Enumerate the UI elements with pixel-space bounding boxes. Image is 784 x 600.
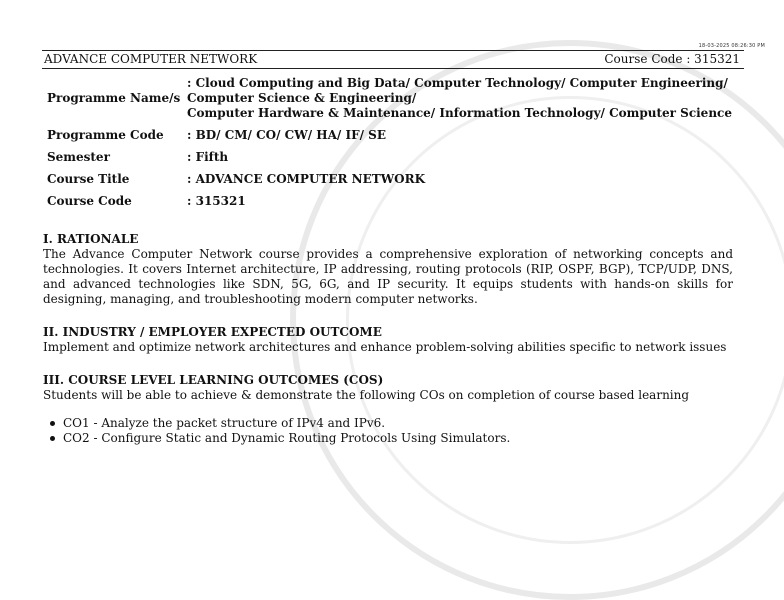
- course-title-value: : ADVANCE COMPUTER NETWORK: [187, 172, 426, 186]
- co-text: CO1 - Analyze the packet structure of IPv4 and IPv6.: [63, 416, 386, 430]
- header-title: ADVANCE COMPUTER NETWORK: [44, 52, 258, 66]
- cos-list: [50, 416, 510, 446]
- cos-body: Students will be able to achieve & demonstrate the following COs on completion of course based learning: [43, 388, 690, 402]
- programme-code-row: [47, 128, 732, 143]
- page-header: [44, 52, 740, 68]
- programme-name-row: [47, 76, 732, 121]
- programme-code-value: : BD/ CM/ CO/ CW/ HA/ IF/ SE: [187, 128, 386, 142]
- bullet-icon: [50, 436, 55, 441]
- print-timestamp: 18-03-2025 08:26:30 PM: [698, 43, 765, 49]
- industry-body: Implement and optimize network architectures and enhance problem-solving abilities specific to network issues: [43, 340, 727, 354]
- industry-title: II. INDUSTRY / EMPLOYER EXPECTED OUTCOME: [43, 325, 382, 339]
- bullet-icon: [50, 421, 55, 426]
- semester-label: Semester: [47, 150, 110, 164]
- header-course-code: Course Code : 315321: [604, 52, 740, 66]
- header-top-rule: [42, 50, 744, 51]
- course-code-label: Course Code: [47, 194, 132, 208]
- course-title-row: [47, 172, 732, 187]
- programme-name-value: [187, 76, 732, 121]
- rationale-section: [43, 232, 733, 307]
- industry-section: [43, 325, 733, 355]
- cos-title: III. COURSE LEVEL LEARNING OUTCOMES (COS): [43, 373, 384, 387]
- course-info-table: [47, 76, 732, 216]
- co-text: CO2 - Configure Static and Dynamic Routing Protocols Using Simulators.: [63, 431, 511, 445]
- list-item: [50, 431, 510, 446]
- header-bottom-rule: [42, 68, 744, 69]
- programme-name-line: Computer Hardware & Maintenance/ Information Technology/ Computer Science: [187, 106, 732, 120]
- cos-section: [43, 373, 733, 403]
- programme-name-line: Computer Science & Engineering/: [187, 91, 417, 105]
- rationale-title: I. RATIONALE: [43, 232, 139, 246]
- rationale-body: The Advance Computer Network course provides a comprehensive exploration of networking concepts and technologies. It covers Internet architecture, IP addressing, routing protocols (RIP, OSPF, BGP), TCP/UDP, DNS, and advanced technologies like SDN, 5G, 6G, and IP security. It equips students with hands-on skills for designing, managing, and troubleshooting modern computer networks.: [43, 247, 733, 306]
- course-code-row: [47, 194, 732, 209]
- programme-name-line: : Cloud Computing and Big Data/ Computer Technology/ Computer Engineering/: [187, 76, 728, 90]
- list-item: [50, 416, 510, 431]
- course-title-label: Course Title: [47, 172, 130, 186]
- course-code-value: : 315321: [187, 194, 246, 208]
- programme-code-label: Programme Code: [47, 128, 164, 142]
- semester-value: : Fifth: [187, 150, 229, 164]
- semester-row: [47, 150, 732, 165]
- programme-name-label: Programme Name/s: [47, 91, 181, 105]
